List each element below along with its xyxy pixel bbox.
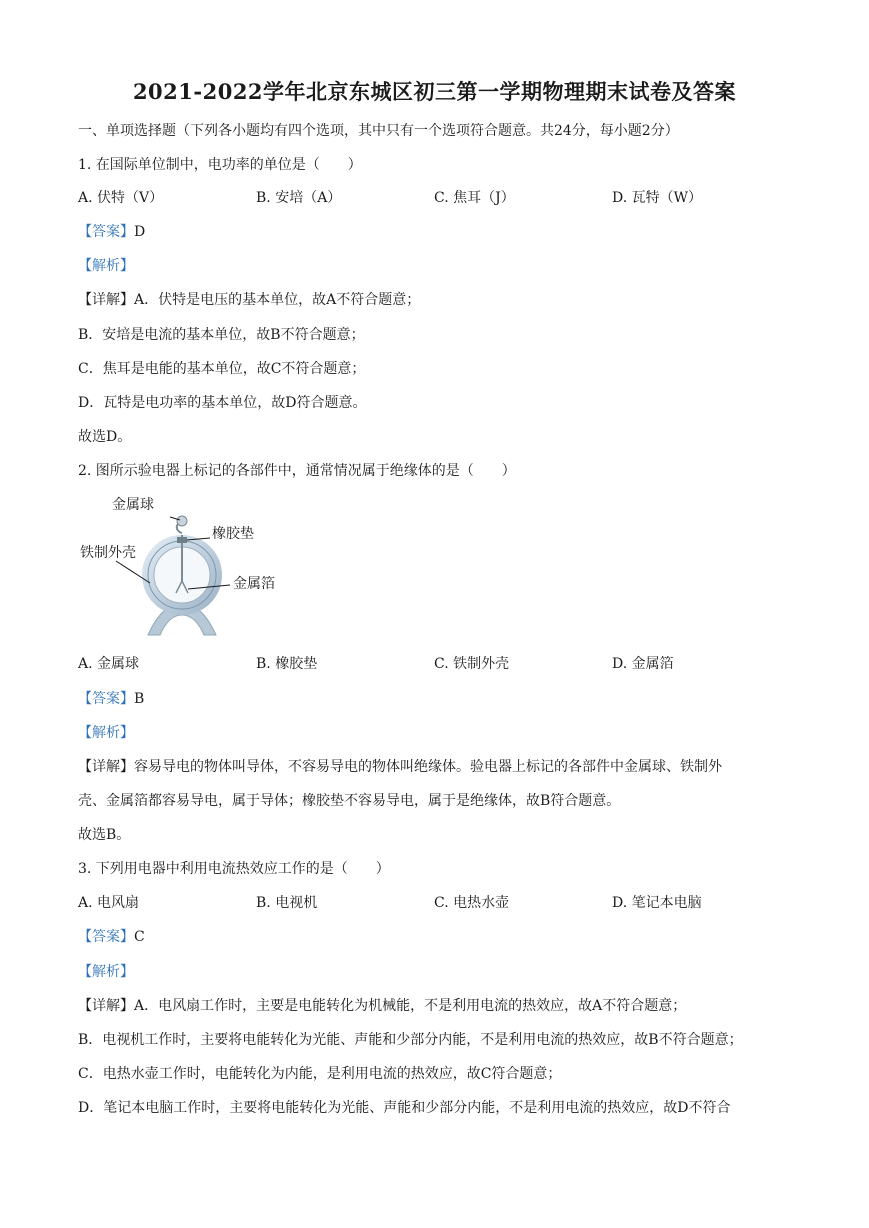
analysis-tag: 【解析】	[78, 964, 134, 980]
q2-detail-line	[78, 757, 722, 777]
q3-option-a: A. 电风扇	[78, 895, 140, 911]
detail-text: 容易导电的物体叫导体，不容易导电的物体叫绝缘体。验电器上标记的各部件中金属球、铁制外	[134, 759, 722, 775]
answer-value: C	[134, 929, 145, 945]
q2-answer	[78, 689, 144, 709]
answer-tag: 【答案】	[78, 929, 134, 945]
detail-text: A．电风扇工作时，主要是电能转化为机械能，不是利用电流的热效应，故A不符合题意；	[134, 998, 687, 1014]
q2-conclusion: 故选B。	[78, 827, 131, 843]
q3-stem: 3. 下列用电器中利用电流热效应工作的是（ ）	[78, 861, 390, 877]
figure-label-foil: 金属箔	[233, 576, 275, 592]
q3-detail-line: C．电热水壶工作时，电能转化为内能，是利用电流的热效应，故C符合题意；	[78, 1066, 562, 1082]
figure-label-pad: 橡胶垫	[212, 526, 254, 542]
q1-detail-line: C．焦耳是电能的基本单位，故C不符合题意；	[78, 361, 366, 377]
q1-answer	[78, 222, 145, 242]
q3-analysis-tag	[78, 962, 134, 982]
detail-tag: 【详解】	[78, 759, 134, 775]
q2-option-d: D. 金属箔	[612, 656, 674, 672]
answer-value: B	[134, 691, 145, 707]
detail-tag: 【详解】	[78, 292, 134, 308]
electroscope-figure	[78, 493, 288, 643]
q3-option-b: B. 电视机	[256, 895, 318, 911]
q1-conclusion: 故选D。	[78, 429, 132, 445]
q3-detail-line: D．笔记本电脑工作时，主要将电能转化为光能、声能和少部分内能，不是利用电流的热效应，故D不符合	[78, 1100, 731, 1116]
answer-tag: 【答案】	[78, 224, 134, 240]
detail-text: A．伏特是电压的基本单位，故A不符合题意；	[134, 292, 421, 308]
detail-tag: 【详解】	[78, 998, 134, 1014]
q2-stem: 2. 图所示验电器上标记的各部件中，通常情况属于绝缘体的是（ ）	[78, 463, 516, 479]
q1-analysis-tag	[78, 256, 134, 276]
q1-detail-line	[78, 290, 420, 310]
answer-value: D	[134, 224, 146, 240]
q2-option-b: B. 橡胶垫	[256, 656, 318, 672]
q1-option-c: C. 焦耳（J）	[434, 190, 515, 206]
q1-detail-line: D．瓦特是电功率的基本单位，故D符合题意。	[78, 395, 367, 411]
q1-detail-line: B．安培是电流的基本单位，故B不符合题意；	[78, 327, 365, 343]
q2-option-c: C. 铁制外壳	[434, 656, 510, 672]
q2-analysis-tag	[78, 723, 134, 743]
q1-option-d: D. 瓦特（W）	[612, 190, 703, 206]
q3-option-d: D. 笔记本电脑	[612, 895, 702, 911]
q1-option-a: A. 伏特（V）	[78, 190, 164, 206]
q3-detail-line: B．电视机工作时，主要将电能转化为光能、声能和少部分内能，不是利用电流的热效应，故B不符合题意；	[78, 1032, 743, 1048]
document-title: 2021-2022学年北京东城区初三第一学期物理期末试卷及答案	[132, 79, 737, 104]
section-heading: 一、单项选择题（下列各小题均有四个选项，其中只有一个选项符合题意。共24分，每小题2分）	[78, 123, 679, 139]
q3-option-c: C. 电热水壶	[434, 895, 510, 911]
q1-stem: 1. 在国际单位制中，电功率的单位是（ ）	[78, 157, 362, 173]
analysis-tag: 【解析】	[78, 725, 134, 741]
q1-option-b: B. 安培（A）	[256, 190, 342, 206]
q2-detail-line: 壳、金属箔都容易导电，属于导体；橡胶垫不容易导电，属于是绝缘体，故B符合题意。	[78, 793, 621, 809]
q2-option-a: A. 金属球	[78, 656, 140, 672]
figure-label-shell: 铁制外壳	[80, 545, 136, 561]
analysis-tag: 【解析】	[78, 258, 134, 274]
figure-label-ball: 金属球	[112, 497, 154, 513]
q3-answer	[78, 927, 145, 947]
q3-detail-line	[78, 996, 686, 1016]
answer-tag: 【答案】	[78, 691, 134, 707]
